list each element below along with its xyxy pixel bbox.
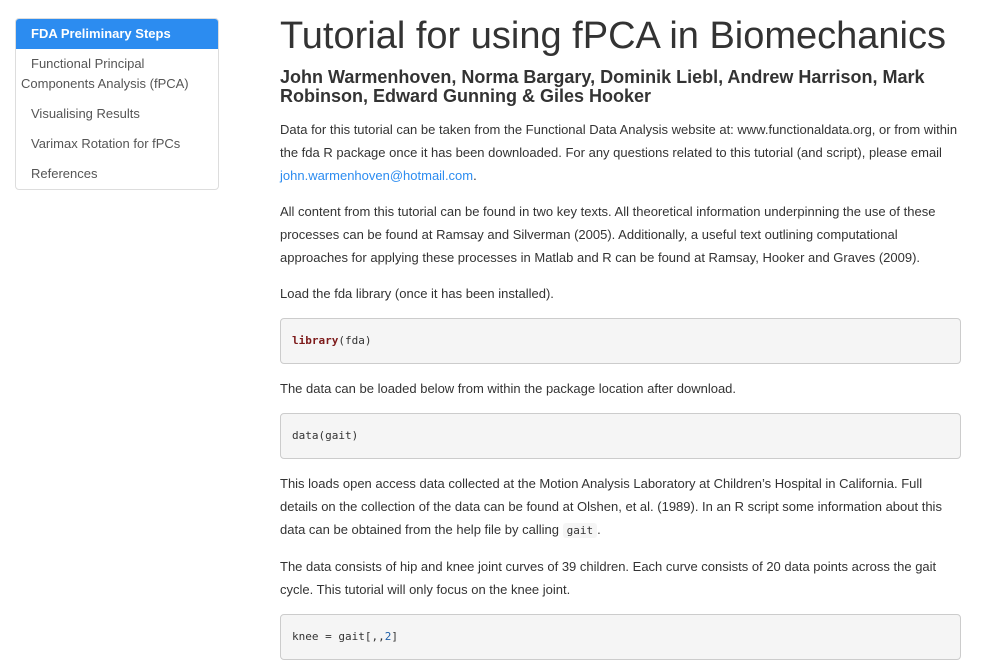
code-keyword: library bbox=[292, 334, 339, 347]
article bbox=[280, 12, 962, 660]
data-source-paragraph bbox=[280, 472, 962, 542]
inline-code-gait: gait bbox=[563, 523, 598, 538]
toc-item-fda-preliminary-steps[interactable]: FDA Preliminary Steps bbox=[16, 19, 218, 49]
intro-paragraph bbox=[280, 118, 962, 187]
code-block-library bbox=[280, 318, 961, 364]
toc-item-varimax-rotation[interactable]: Varimax Rotation for fPCs bbox=[31, 136, 181, 151]
toc-item-references[interactable]: References bbox=[31, 166, 98, 181]
code-text: knee = gait[,, bbox=[292, 630, 385, 643]
data-source-end: . bbox=[597, 522, 601, 537]
toc-item-fpca[interactable]: Functional Principal Components Analysis (fPCA) bbox=[21, 56, 189, 91]
texts-paragraph: All content from this tutorial can be found in two key texts. All theoretical information underpinning the use of these processes can be found at Ramsay and Silverman (2005). Additionally, a useful text outlining computational approaches for applying these processes in Matlab and R can be found at Ramsay, Hooker and Graves (2009). bbox=[280, 204, 936, 265]
code-text: (fda) bbox=[338, 334, 372, 347]
code-block-knee bbox=[280, 614, 961, 660]
code-text: ] bbox=[391, 630, 398, 643]
data-description-paragraph: The data consists of hip and knee joint curves of 39 children. Each curve consists of 20 data points across the gait cycle. This tutorial will only focus on the knee joint. bbox=[280, 559, 937, 597]
intro-end: . bbox=[473, 168, 477, 183]
load-library-paragraph: Load the fda library (once it has been installed). bbox=[280, 286, 554, 301]
data-source-text: This loads open access data collected at the Motion Analysis Laboratory at Children’s Hospital in California. Full details on the collection of the data can be found at Olshen, et al. (1989). In an R script some information about this data can be obtained from the help file by calling bbox=[280, 476, 942, 537]
email-link[interactable]: john.warmenhoven@hotmail.com bbox=[280, 168, 474, 183]
page-title: Tutorial for using fPCA in Biomechanics bbox=[280, 15, 947, 57]
toc-sidebar bbox=[15, 18, 219, 190]
intro-text: Data for this tutorial can be taken from the Functional Data Analysis website at: www.functionaldata.org, or from within the fda R package once it has been downloaded. For any questions related to this tutorial (and script), please email bbox=[280, 122, 958, 160]
load-data-paragraph: The data can be loaded below from within the package location after download. bbox=[280, 381, 737, 396]
toc-item-visualising-results[interactable]: Visualising Results bbox=[31, 106, 140, 121]
code-number: 2 bbox=[384, 630, 392, 643]
code-text: data(gait) bbox=[292, 429, 359, 442]
authors: John Warmenhoven, Norma Bargary, Dominik Liebl, Andrew Harrison, Mark Robinson, Edward Gunning & Giles Hooker bbox=[280, 67, 925, 106]
code-block-data bbox=[280, 413, 961, 459]
